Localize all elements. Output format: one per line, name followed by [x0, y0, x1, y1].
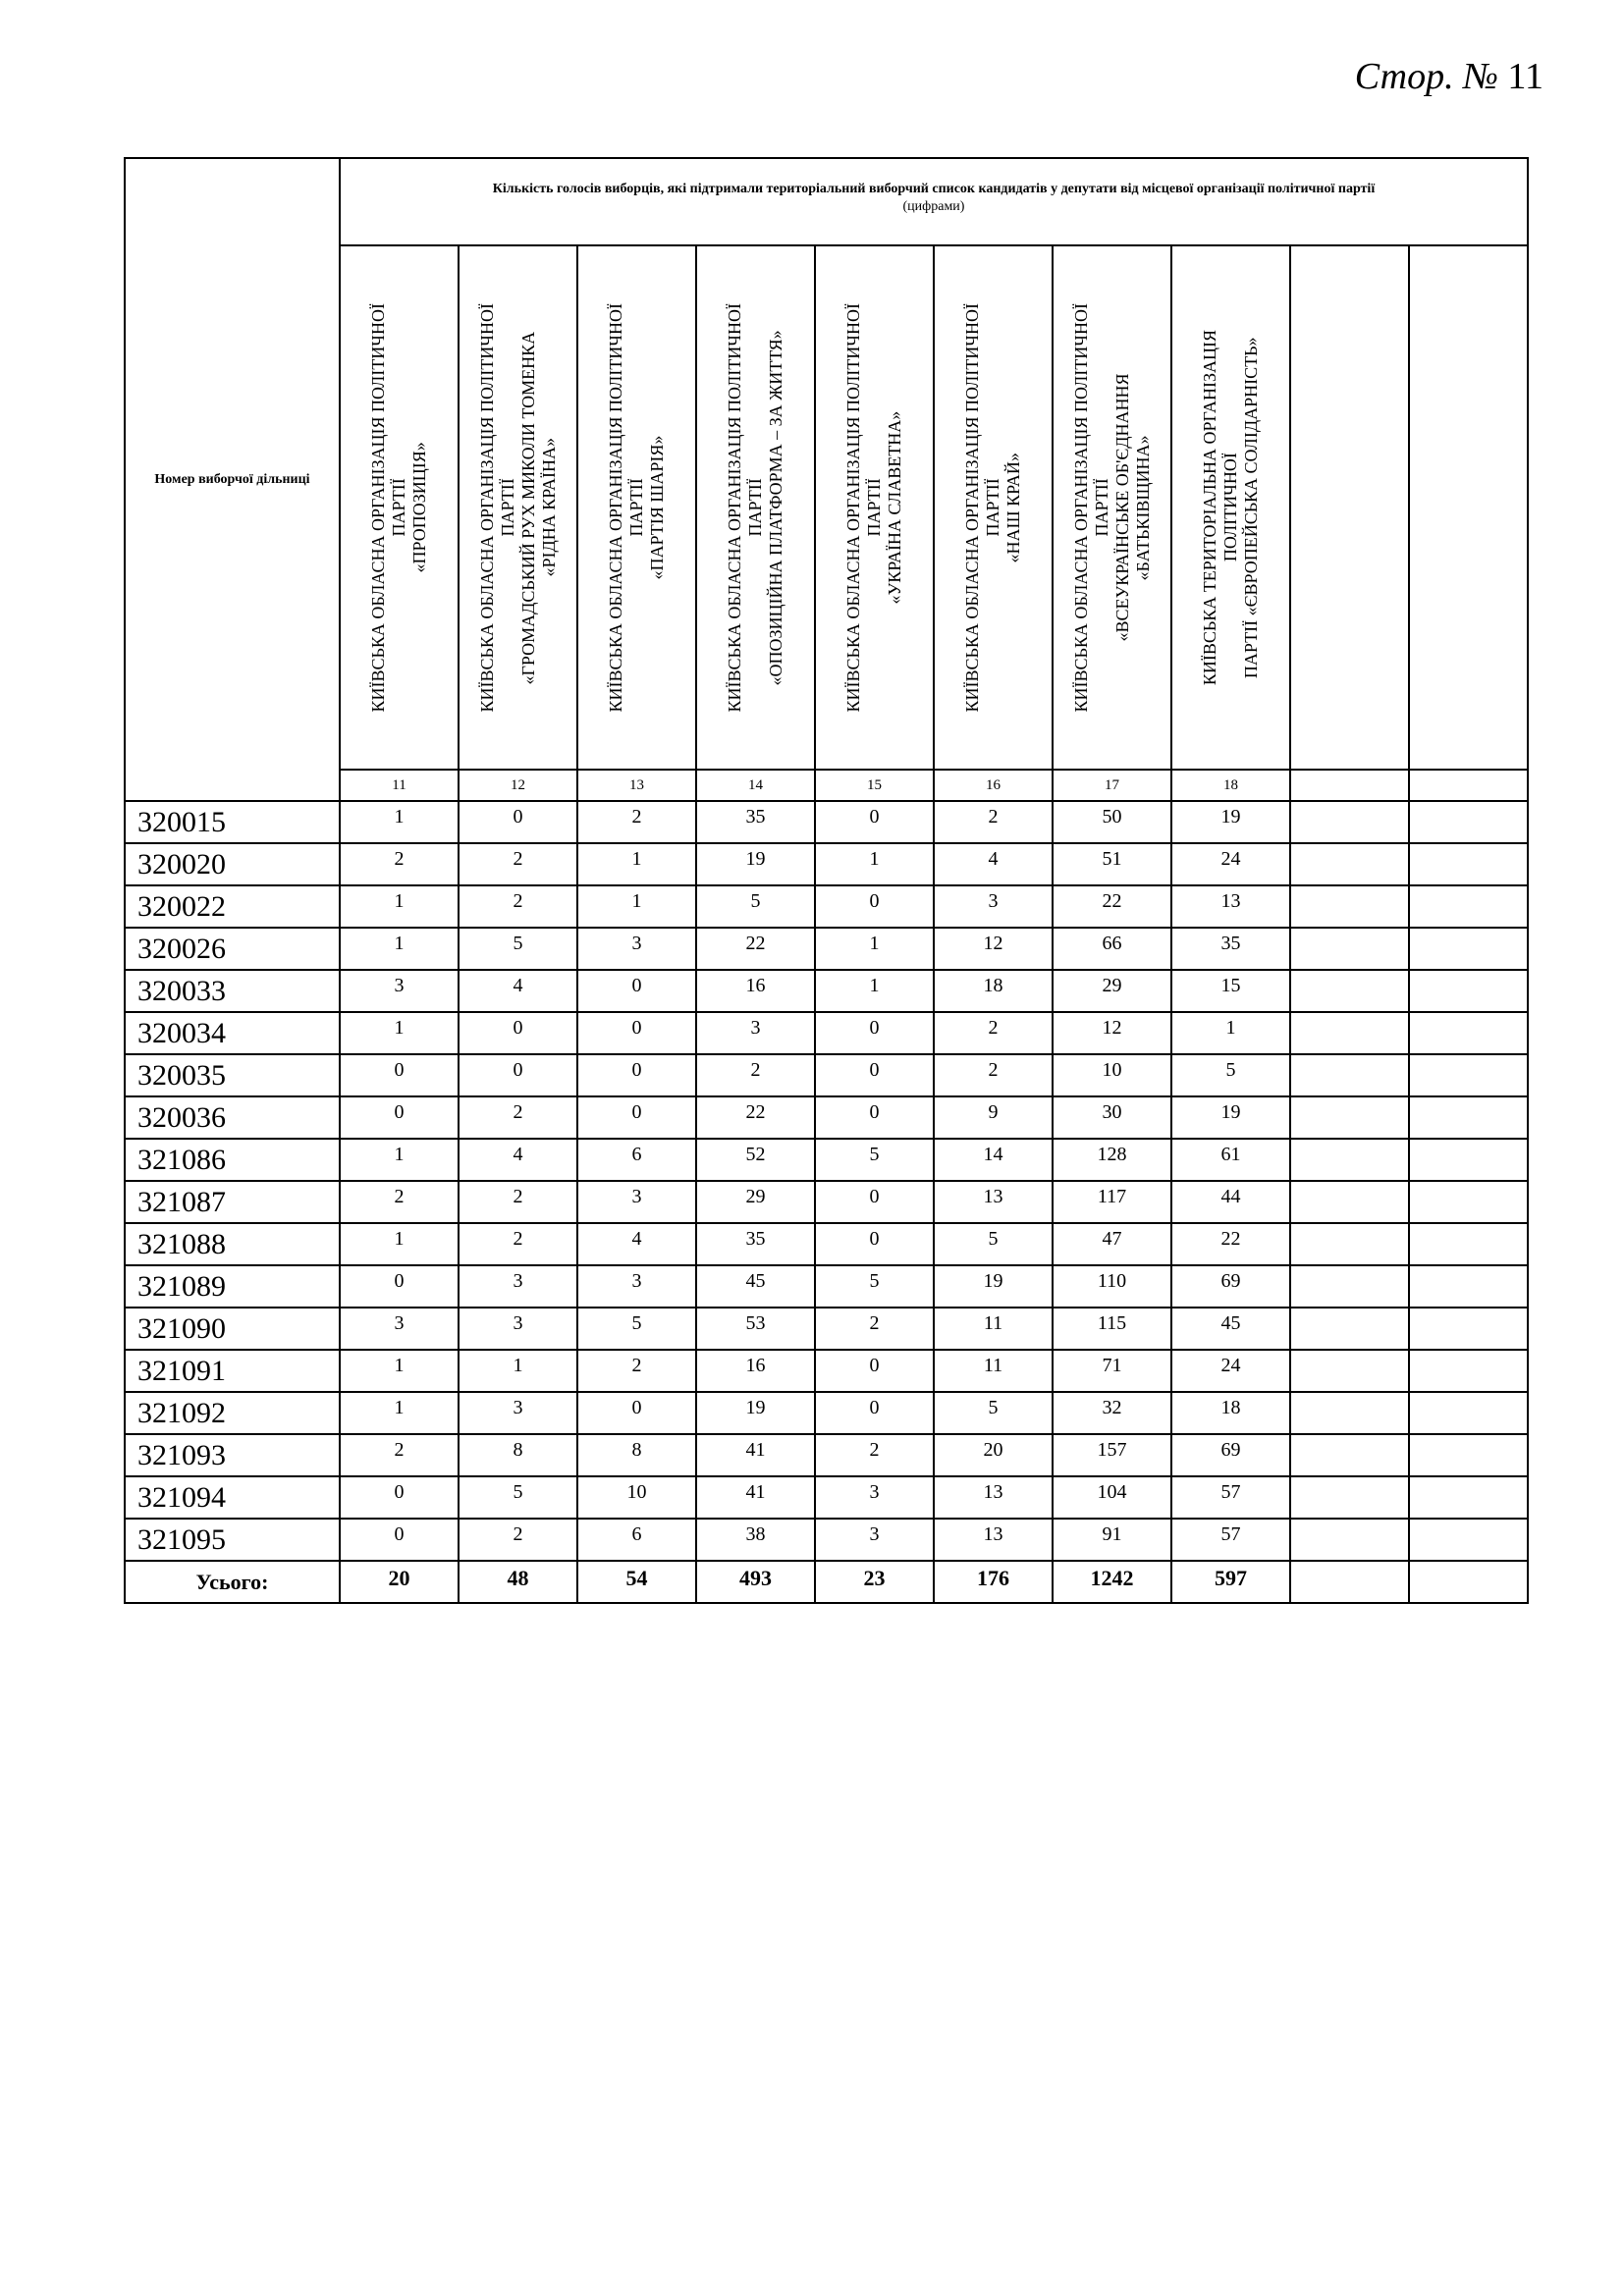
vote-count: 1 [340, 801, 459, 843]
table-row [125, 801, 1528, 843]
vote-count: 41 [696, 1476, 815, 1519]
vote-count: 45 [1171, 1308, 1290, 1350]
table-row [125, 1434, 1528, 1476]
vote-count: 2 [934, 801, 1053, 843]
column-number: 13 [577, 770, 696, 801]
total-value: 493 [696, 1561, 815, 1603]
vote-count: 0 [340, 1054, 459, 1096]
party-name: КИЇВСЬКА ОБЛАСНА ОРГАНІЗАЦІЯ ПОЛІТИЧНОЇ ПАРТІЇ «ОПОЗИЦІЙНА ПЛАТФОРМА – ЗА ЖИТТЯ» [725, 302, 785, 713]
vote-count: 3 [696, 1012, 815, 1054]
party-name: КИЇВСЬКА ТЕРИТОРІАЛЬНА ОРГАНІЗАЦІЯ ПОЛІТИЧНОЇ ПАРТІЇ «ЄВРОПЕЙСЬКА СОЛІДАРНІСТЬ» [1200, 329, 1261, 686]
vote-count: 3 [577, 928, 696, 970]
vote-count: 3 [459, 1265, 577, 1308]
party-header [696, 245, 815, 770]
vote-count: 2 [459, 885, 577, 928]
table-row [125, 1350, 1528, 1392]
vote-count: 13 [934, 1181, 1053, 1223]
party-header [1290, 245, 1409, 770]
vote-count: 6 [577, 1519, 696, 1561]
column-number: 11 [340, 770, 459, 801]
vote-count [1290, 928, 1409, 970]
vote-count [1409, 970, 1528, 1012]
table-row [125, 1308, 1528, 1350]
vote-count: 13 [934, 1476, 1053, 1519]
vote-count [1290, 970, 1409, 1012]
vote-count: 1 [340, 1223, 459, 1265]
table-row [125, 885, 1528, 928]
vote-count: 61 [1171, 1139, 1290, 1181]
vote-count: 11 [934, 1350, 1053, 1392]
total-value: 23 [815, 1561, 934, 1603]
table-row [125, 1096, 1528, 1139]
vote-count: 14 [934, 1139, 1053, 1181]
vote-count: 2 [459, 1181, 577, 1223]
vote-count: 19 [696, 843, 815, 885]
vote-count [1290, 1519, 1409, 1561]
party-name: КИЇВСЬКА ОБЛАСНА ОРГАНІЗАЦІЯ ПОЛІТИЧНОЇ ПАРТІЇ «ГРОМАДСЬКИЙ РУХ МИКОЛИ ТОМЕНКА «РІДНА КРАЇНА» [476, 302, 559, 713]
party-name: КИЇВСЬКА ОБЛАСНА ОРГАНІЗАЦІЯ ПОЛІТИЧНОЇ ПАРТІЇ «ВСЕУКРАЇНСЬКЕ ОБ'ЄДНАННЯ «БАТЬКІВЩИНА» [1070, 302, 1153, 713]
total-value: 597 [1171, 1561, 1290, 1603]
party-header [1409, 245, 1528, 770]
vote-count [1409, 1096, 1528, 1139]
vote-count: 3 [340, 970, 459, 1012]
vote-count: 0 [340, 1265, 459, 1308]
table-row [125, 1223, 1528, 1265]
total-value: 176 [934, 1561, 1053, 1603]
table-row [125, 928, 1528, 970]
vote-count [1290, 1308, 1409, 1350]
column-number: 12 [459, 770, 577, 801]
vote-count: 52 [696, 1139, 815, 1181]
vote-count [1409, 928, 1528, 970]
vote-count [1409, 1308, 1528, 1350]
vote-count: 2 [577, 1350, 696, 1392]
vote-count: 1 [1171, 1012, 1290, 1054]
vote-count: 35 [696, 801, 815, 843]
vote-count: 0 [577, 1054, 696, 1096]
vote-count: 2 [577, 801, 696, 843]
station-number: 320026 [125, 928, 340, 970]
vote-count [1409, 1265, 1528, 1308]
vote-count [1290, 1054, 1409, 1096]
column-number: 17 [1053, 770, 1171, 801]
vote-count: 0 [459, 801, 577, 843]
vote-count: 157 [1053, 1434, 1171, 1476]
vote-count: 117 [1053, 1181, 1171, 1223]
station-number: 321093 [125, 1434, 340, 1476]
vote-count: 5 [815, 1265, 934, 1308]
vote-count: 18 [934, 970, 1053, 1012]
table-row [125, 1181, 1528, 1223]
vote-count: 8 [459, 1434, 577, 1476]
party-name: КИЇВСЬКА ОБЛАСНА ОРГАНІЗАЦІЯ ПОЛІТИЧНОЇ ПАРТІЇ «УКРАЇНА СЛАВЕТНА» [843, 302, 904, 713]
vote-count [1290, 1476, 1409, 1519]
page-number [1355, 55, 1543, 98]
vote-count: 4 [459, 970, 577, 1012]
vote-count [1409, 1519, 1528, 1561]
vote-count [1290, 1223, 1409, 1265]
vote-count: 45 [696, 1265, 815, 1308]
vote-count: 0 [815, 1223, 934, 1265]
vote-count: 1 [340, 928, 459, 970]
vote-count: 16 [696, 970, 815, 1012]
vote-count: 4 [459, 1139, 577, 1181]
main-header-sub: (цифрами) [902, 199, 965, 214]
main-header-text: Кількість голосів виборців, які підтримали територіальний виборчий список кандидатів у депутати від місцевої організації політичної партії [492, 182, 1376, 196]
station-number: 320034 [125, 1012, 340, 1054]
vote-count: 19 [696, 1392, 815, 1434]
vote-count: 2 [340, 843, 459, 885]
vote-count: 3 [340, 1308, 459, 1350]
vote-count [1409, 1012, 1528, 1054]
vote-count: 0 [577, 970, 696, 1012]
vote-count: 57 [1171, 1476, 1290, 1519]
vote-count: 1 [459, 1350, 577, 1392]
party-name: КИЇВСЬКА ОБЛАСНА ОРГАНІЗАЦІЯ ПОЛІТИЧНОЇ ПАРТІЇ «ПРОПОЗИЦІЯ» [368, 302, 429, 713]
party-header [1053, 245, 1171, 770]
vote-count: 110 [1053, 1265, 1171, 1308]
vote-count: 6 [577, 1139, 696, 1181]
vote-count [1290, 1181, 1409, 1223]
vote-count [1290, 1350, 1409, 1392]
vote-count: 22 [696, 928, 815, 970]
vote-count: 0 [815, 1350, 934, 1392]
vote-count: 57 [1171, 1519, 1290, 1561]
vote-count: 0 [815, 1181, 934, 1223]
total-label: Усього: [125, 1561, 340, 1603]
vote-count: 12 [1053, 1012, 1171, 1054]
vote-count: 2 [815, 1434, 934, 1476]
vote-count: 15 [1171, 970, 1290, 1012]
vote-count: 2 [459, 1519, 577, 1561]
vote-count: 1 [340, 885, 459, 928]
vote-count: 3 [577, 1265, 696, 1308]
vote-count: 4 [934, 843, 1053, 885]
party-header [934, 245, 1053, 770]
station-number: 321089 [125, 1265, 340, 1308]
column-number: 14 [696, 770, 815, 801]
party-header [815, 245, 934, 770]
results-table [124, 157, 1529, 1604]
station-number: 320020 [125, 843, 340, 885]
station-number: 320035 [125, 1054, 340, 1096]
vote-count: 35 [1171, 928, 1290, 970]
vote-count: 0 [815, 1012, 934, 1054]
vote-count: 0 [577, 1392, 696, 1434]
station-number: 321094 [125, 1476, 340, 1519]
vote-count [1290, 1096, 1409, 1139]
vote-count: 0 [815, 885, 934, 928]
vote-count: 20 [934, 1434, 1053, 1476]
table-row [125, 843, 1528, 885]
station-number: 320022 [125, 885, 340, 928]
vote-count [1409, 1139, 1528, 1181]
vote-count: 50 [1053, 801, 1171, 843]
vote-count [1409, 885, 1528, 928]
vote-count: 104 [1053, 1476, 1171, 1519]
main-header [340, 158, 1528, 245]
column-number [1290, 770, 1409, 801]
vote-count [1409, 801, 1528, 843]
vote-count: 0 [577, 1096, 696, 1139]
station-number: 320033 [125, 970, 340, 1012]
vote-count: 1 [340, 1350, 459, 1392]
vote-count: 10 [1053, 1054, 1171, 1096]
vote-count: 5 [696, 885, 815, 928]
vote-count [1409, 1476, 1528, 1519]
vote-count: 5 [815, 1139, 934, 1181]
table-row [125, 970, 1528, 1012]
vote-count: 51 [1053, 843, 1171, 885]
station-number: 321086 [125, 1139, 340, 1181]
vote-count [1409, 1350, 1528, 1392]
table-row [125, 1054, 1528, 1096]
table-row [125, 1012, 1528, 1054]
vote-count [1290, 1392, 1409, 1434]
station-number: 321095 [125, 1519, 340, 1561]
vote-count: 1 [815, 843, 934, 885]
vote-count: 0 [340, 1096, 459, 1139]
vote-count: 2 [340, 1181, 459, 1223]
column-number: 16 [934, 770, 1053, 801]
vote-count: 3 [459, 1392, 577, 1434]
vote-count: 18 [1171, 1392, 1290, 1434]
vote-count: 22 [1171, 1223, 1290, 1265]
station-number: 321090 [125, 1308, 340, 1350]
vote-count [1290, 885, 1409, 928]
vote-count: 30 [1053, 1096, 1171, 1139]
vote-count: 19 [1171, 801, 1290, 843]
vote-count: 5 [934, 1392, 1053, 1434]
total-value [1409, 1561, 1528, 1603]
station-number: 320015 [125, 801, 340, 843]
party-header [340, 245, 459, 770]
vote-count: 2 [459, 1096, 577, 1139]
vote-count [1290, 801, 1409, 843]
station-number: 321088 [125, 1223, 340, 1265]
total-value [1290, 1561, 1409, 1603]
page-number-label: Стор. № [1354, 56, 1498, 97]
vote-count: 13 [934, 1519, 1053, 1561]
vote-count: 5 [577, 1308, 696, 1350]
vote-count: 115 [1053, 1308, 1171, 1350]
vote-count: 1 [815, 928, 934, 970]
vote-count: 0 [340, 1476, 459, 1519]
vote-count [1409, 1223, 1528, 1265]
party-name: КИЇВСЬКА ОБЛАСНА ОРГАНІЗАЦІЯ ПОЛІТИЧНОЇ ПАРТІЇ «ПАРТІЯ ШАРІЯ» [606, 302, 667, 713]
station-number: 321092 [125, 1392, 340, 1434]
column-number [1409, 770, 1528, 801]
vote-count: 2 [340, 1434, 459, 1476]
vote-count [1409, 1181, 1528, 1223]
vote-count: 2 [459, 1223, 577, 1265]
vote-count: 0 [815, 1054, 934, 1096]
vote-count [1290, 1265, 1409, 1308]
vote-count: 11 [934, 1308, 1053, 1350]
total-value: 48 [459, 1561, 577, 1603]
header-row [125, 158, 1528, 245]
station-number: 320036 [125, 1096, 340, 1139]
vote-count [1290, 1012, 1409, 1054]
column-number: 15 [815, 770, 934, 801]
vote-count: 0 [459, 1054, 577, 1096]
vote-count: 35 [696, 1223, 815, 1265]
vote-count: 5 [459, 1476, 577, 1519]
column-number: 18 [1171, 770, 1290, 801]
party-header [1171, 245, 1290, 770]
table-row [125, 1392, 1528, 1434]
vote-count: 38 [696, 1519, 815, 1561]
station-number: 321091 [125, 1350, 340, 1392]
vote-count: 24 [1171, 843, 1290, 885]
vote-count: 22 [696, 1096, 815, 1139]
station-header: Номер виборчої дільниці [125, 158, 340, 801]
vote-count: 2 [459, 843, 577, 885]
vote-count: 2 [934, 1054, 1053, 1096]
vote-count: 91 [1053, 1519, 1171, 1561]
vote-count: 4 [577, 1223, 696, 1265]
vote-count: 19 [934, 1265, 1053, 1308]
vote-count: 0 [459, 1012, 577, 1054]
vote-count: 13 [1171, 885, 1290, 928]
vote-count: 3 [815, 1519, 934, 1561]
vote-count: 9 [934, 1096, 1053, 1139]
vote-count: 128 [1053, 1139, 1171, 1181]
table-row [125, 1265, 1528, 1308]
table-row [125, 1139, 1528, 1181]
total-value: 1242 [1053, 1561, 1171, 1603]
vote-count: 19 [1171, 1096, 1290, 1139]
vote-count: 71 [1053, 1350, 1171, 1392]
vote-count: 5 [459, 928, 577, 970]
page-number-value: 11 [1507, 56, 1543, 97]
vote-count: 2 [696, 1054, 815, 1096]
vote-count: 1 [577, 885, 696, 928]
vote-count: 16 [696, 1350, 815, 1392]
vote-count: 47 [1053, 1223, 1171, 1265]
vote-count: 0 [340, 1519, 459, 1561]
vote-count: 1 [340, 1139, 459, 1181]
vote-count: 66 [1053, 928, 1171, 970]
vote-count: 69 [1171, 1265, 1290, 1308]
table-row [125, 1476, 1528, 1519]
total-value: 20 [340, 1561, 459, 1603]
vote-count [1290, 843, 1409, 885]
vote-count: 44 [1171, 1181, 1290, 1223]
station-number: 321087 [125, 1181, 340, 1223]
vote-count: 1 [340, 1012, 459, 1054]
vote-count: 24 [1171, 1350, 1290, 1392]
vote-count [1290, 1434, 1409, 1476]
vote-count: 5 [934, 1223, 1053, 1265]
vote-count: 3 [934, 885, 1053, 928]
vote-count: 0 [815, 801, 934, 843]
vote-count: 0 [815, 1392, 934, 1434]
total-value: 54 [577, 1561, 696, 1603]
vote-count: 1 [815, 970, 934, 1012]
vote-count [1290, 1139, 1409, 1181]
vote-count [1409, 1392, 1528, 1434]
vote-count: 29 [1053, 970, 1171, 1012]
vote-count: 41 [696, 1434, 815, 1476]
vote-count: 3 [815, 1476, 934, 1519]
vote-count: 8 [577, 1434, 696, 1476]
vote-count: 1 [340, 1392, 459, 1434]
party-header [459, 245, 577, 770]
vote-count: 2 [815, 1308, 934, 1350]
vote-count: 1 [577, 843, 696, 885]
vote-count: 29 [696, 1181, 815, 1223]
vote-count [1409, 1054, 1528, 1096]
vote-count: 3 [459, 1308, 577, 1350]
vote-count: 69 [1171, 1434, 1290, 1476]
vote-count: 22 [1053, 885, 1171, 928]
vote-count: 0 [577, 1012, 696, 1054]
vote-count: 3 [577, 1181, 696, 1223]
vote-count: 2 [934, 1012, 1053, 1054]
party-name: КИЇВСЬКА ОБЛАСНА ОРГАНІЗАЦІЯ ПОЛІТИЧНОЇ ПАРТІЇ «НАШ КРАЙ» [962, 302, 1023, 713]
vote-count: 10 [577, 1476, 696, 1519]
vote-count: 5 [1171, 1054, 1290, 1096]
table-row [125, 1519, 1528, 1561]
vote-count [1409, 1434, 1528, 1476]
vote-count [1409, 843, 1528, 885]
vote-count: 0 [815, 1096, 934, 1139]
vote-count: 53 [696, 1308, 815, 1350]
party-header [577, 245, 696, 770]
vote-count: 12 [934, 928, 1053, 970]
total-row [125, 1561, 1528, 1603]
vote-count: 32 [1053, 1392, 1171, 1434]
